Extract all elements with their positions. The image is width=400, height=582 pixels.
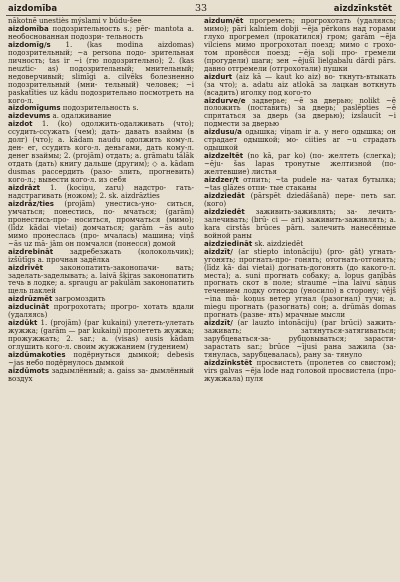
entry-headword: aizdomība [8,23,49,33]
entry-definition: прогреметь; прогрохотать (удаляясь; мимо); pāri kalniem dobji ~ēja pērkons над горами глухо прогремел (прокатился) гром; garām ~ēja vilciens мимо прогрохотал поезд; мимо с грохо- том пронёсся поезд; ~ēja soļi про- гремели (прогудели) шаги; зен ~ējušī lielgabalu dārdi pārs. давно отгремели (отгрохотали) пушки [204,17,396,73]
header-rule [6,15,396,16]
entry-definition: (pārspēt dziedāšanā) пере- петь sar. (кого) [204,190,396,208]
entry-headword: aizdevums [8,111,51,121]
entry-headword: aizdūkt [8,318,38,328]
entry-definition: законопатить-законопачи- вать; заделать-заделывать; a. laivā šķiras законопатить течь в лодке; a. spraugu ar pakulām законопатить щель паклей [8,262,194,296]
entry-headword: aizdziedāt [204,190,245,200]
entry-definition: прогрохотать; прогро- хотать вдали (удаляясь) [8,302,194,320]
entry-headword: aizdurt [204,71,233,81]
dictionary-entry [204,73,396,97]
entry-definition: заживить-заживлять; за- лечить-залечивать; (brū- ci — ari) заживить-заживлять; a. kara cirstās brūces pārn. залечить нанесённые войной раны [204,206,396,240]
entry-definition: отпить; ~ta pudele на- чатая бутылка; ~tas glāzes отпи- тые стаканы [204,175,396,193]
entry-headword: aizdzer/t [204,175,239,185]
dictionary-entry [204,192,396,208]
running-header [8,2,394,15]
header-first-entry: aizdomība [8,4,58,14]
entry-definition: sk. aizdziedēt [254,238,304,248]
entry-headword: aizdzīt/ [204,246,239,256]
entry-headword: aizdrebināt [8,246,54,256]
dictionary-entry [8,120,194,184]
dictionary-entry [204,319,396,359]
page-number: 33 [195,3,208,14]
entry-headword: aizdot [8,119,33,129]
entry-definition: 1. (kociņu, zaru) надстро- гать-надстрагивать (ножом); 2. sk. aizdrāzties [8,183,194,200]
dictionary-entry [8,303,194,319]
dictionary-entry [8,351,194,367]
entry-definition: а. одалживание [52,111,112,121]
entry-definition: (projām) унестись-уно- ситься, умчаться; понестись, по- мчаться; (garām) пронестись-про- носиться, промчаться (мимо); (līdz kādai vietai) домчаться; garām ~ās auto мимо пронеслась (про- мчалась) машина; viņš ~ās uz mā- jām он помчался (понесся) домой [8,198,194,248]
entry-definition: загромоздить [54,294,106,304]
entry-headword: aizdurve/e [204,95,246,105]
entry-definition: 1. (kas modina aizdomas) подозрительный; ~a persona подо- зрительная личность; tas ir ~i (гю подозрительно); 2. (kas neuztic- as) подозрительный; мнительный; недоверчивый; slimīgi a. cilvēks болезненно подозрительный (мни- тельный) человек; ~i paskatīties uz kādu подозрительно посмотреть на кого-л. [8,39,194,105]
entry-headword: aizdziedināt [204,238,253,248]
dictionary-entry [204,17,396,73]
entry-definition: 1. (projām) (par kukaiņi) улететь-улетать жужжа; (garām — par kukaiņi) пролететь жужжа; прожужжать; 2. sar.; a. (visas) ausis kādam оглушить кого-л. своим жужжанием (гудением) [8,318,194,352]
entry-definition: одышка; viņam ir a. у него одышка; он страдает одышкой; мо- ciities ar ~u страдать одышкой [204,127,396,153]
entry-headword: aizdzīnkstēt [204,357,253,367]
entry-headword: aizdūmakoties [8,350,66,360]
dictionary-entry [8,248,194,264]
entry-headword: aizdūmots [8,365,50,375]
entry-headword: aizdrīvēt [8,262,43,272]
entry-definition: задверье; ~ē за дверью; nolikt ~ē положить (поставить) за дверь; paslēpties ~ē спрятаться за дверь (за дверью); izslaucīt ~i подмести за дверью [204,95,396,129]
entry-headword: aizdusu/a [204,127,242,137]
entry-headword: aizdzīt/ [204,318,238,328]
dictionary-entry [204,208,396,240]
entry-definition: задребезжать (колокольчик); izšūtīgs a. прочная задёлка [8,246,194,264]
dictionary-entry [204,152,396,176]
entry-definition: 1. (ko) одолжить-одалживать (что); ссудить-ссужать (чем); дать- давать взаймы (в долг) (что); a. kādam naudu одолжить кому-л. ден- ег, ссудить кого-л. деньгами, дать кому-л. денег взаймы; 2. (projām) отдать; a. grāmatu tālāk отдать (дать) книгу дальше (другим); ◇ a. kādam dusmas рассердить (разо- злить, прогневить) кого-л.; вывести кого-л. из себя [8,119,194,185]
right-column [204,17,396,580]
entry-definition: nākotnē unestiès mýslami v búdu-šee [8,17,142,25]
dictionary-entry [8,264,194,296]
header-last-entry: aizdzīnkstēt [333,4,392,14]
dictionary-entry [204,248,396,320]
dictionary-entry [204,128,396,152]
dictionary-entry [204,176,396,192]
dictionary-entry [8,319,194,351]
entry-definition: просвистеть (пролетев со свистом); virs galvas ~ēja lode над головой просвистела (про- жужжала) пуля [204,357,396,383]
left-column [8,17,194,580]
entry-definition: (ar lauzto intonāciju) (par brūci) зажить-заживать; затянуться-затягиваться; зарубцеваться-за- рубцовываться; зарасти-зарастать sar.; brūce ~ījusi рана зажила (за- тянулась, зарубцевалась), рану за- тянуло [204,318,396,360]
entry-headword: aizdomīg/s [8,39,51,49]
entry-definition: подозрительность s.; pēr- mantota a. необоснованная подозри- тельность [8,23,194,41]
entry-definition: (aiz kā — kaut ko aiz) во- ткнуть-втыкать (за что); a. adatu aiz atlokā за лацкан воткнуть (всадить) иголку под кого-то [204,71,396,97]
dictionary-entry [8,41,194,105]
dictionary-entry [8,200,194,248]
entry-definition: подёрнуться дымкой; debesis ~jas небо подёрнулось дымкой [8,350,194,367]
dictionary-entry [204,359,396,383]
entry-definition: (no kā, par ko) (по- желтеть (слегка); ~ēju- šas lapas тронутые желтизной (по- желтевшие) листья [204,151,396,177]
entry-headword: aizdrāz/ties [8,198,54,208]
entry-definition: задымлённый; a. gaiss за- дымлённый воздух [8,365,194,383]
dictionary-entry [8,184,194,200]
entry-headword: aizdum/ēt [204,17,244,25]
dictionary-entry [8,25,194,41]
dictionary-entry [8,367,194,383]
entry-definition: подозрительность s. [62,103,139,113]
entry-definition: (ar stiepto intonāciju) (pro- gāt) угнать-угонять; прогнать-про- гонять; отогнать-отгонять; (līdz kā- dai vietai) догнать-догонять (до какого-л. места); a. suni прогнать собаку; a. lopus ganībās прогнать скот в поле; straume ~ina laivu sāņus течением лодку относдо (уносило) в сторону; vējš ~ina mā- koņus ветер угнал (разогнал) тучи; a. miegu прогнать (разогнать) сон; a. drūmās domas прогнать (разве- ять) мрачные мысли [204,246,396,320]
entry-headword: aizdrūzmēt [8,294,53,304]
entry-headword: aizdomīgums [8,103,61,113]
entry-headword: aizdziedēt [204,206,245,216]
entry-headword: aizdrāzt [8,183,41,193]
entry-headword: aizducināt [8,302,50,312]
entry-headword: aizdzeltēt [204,151,244,161]
dictionary-entry [204,97,396,129]
